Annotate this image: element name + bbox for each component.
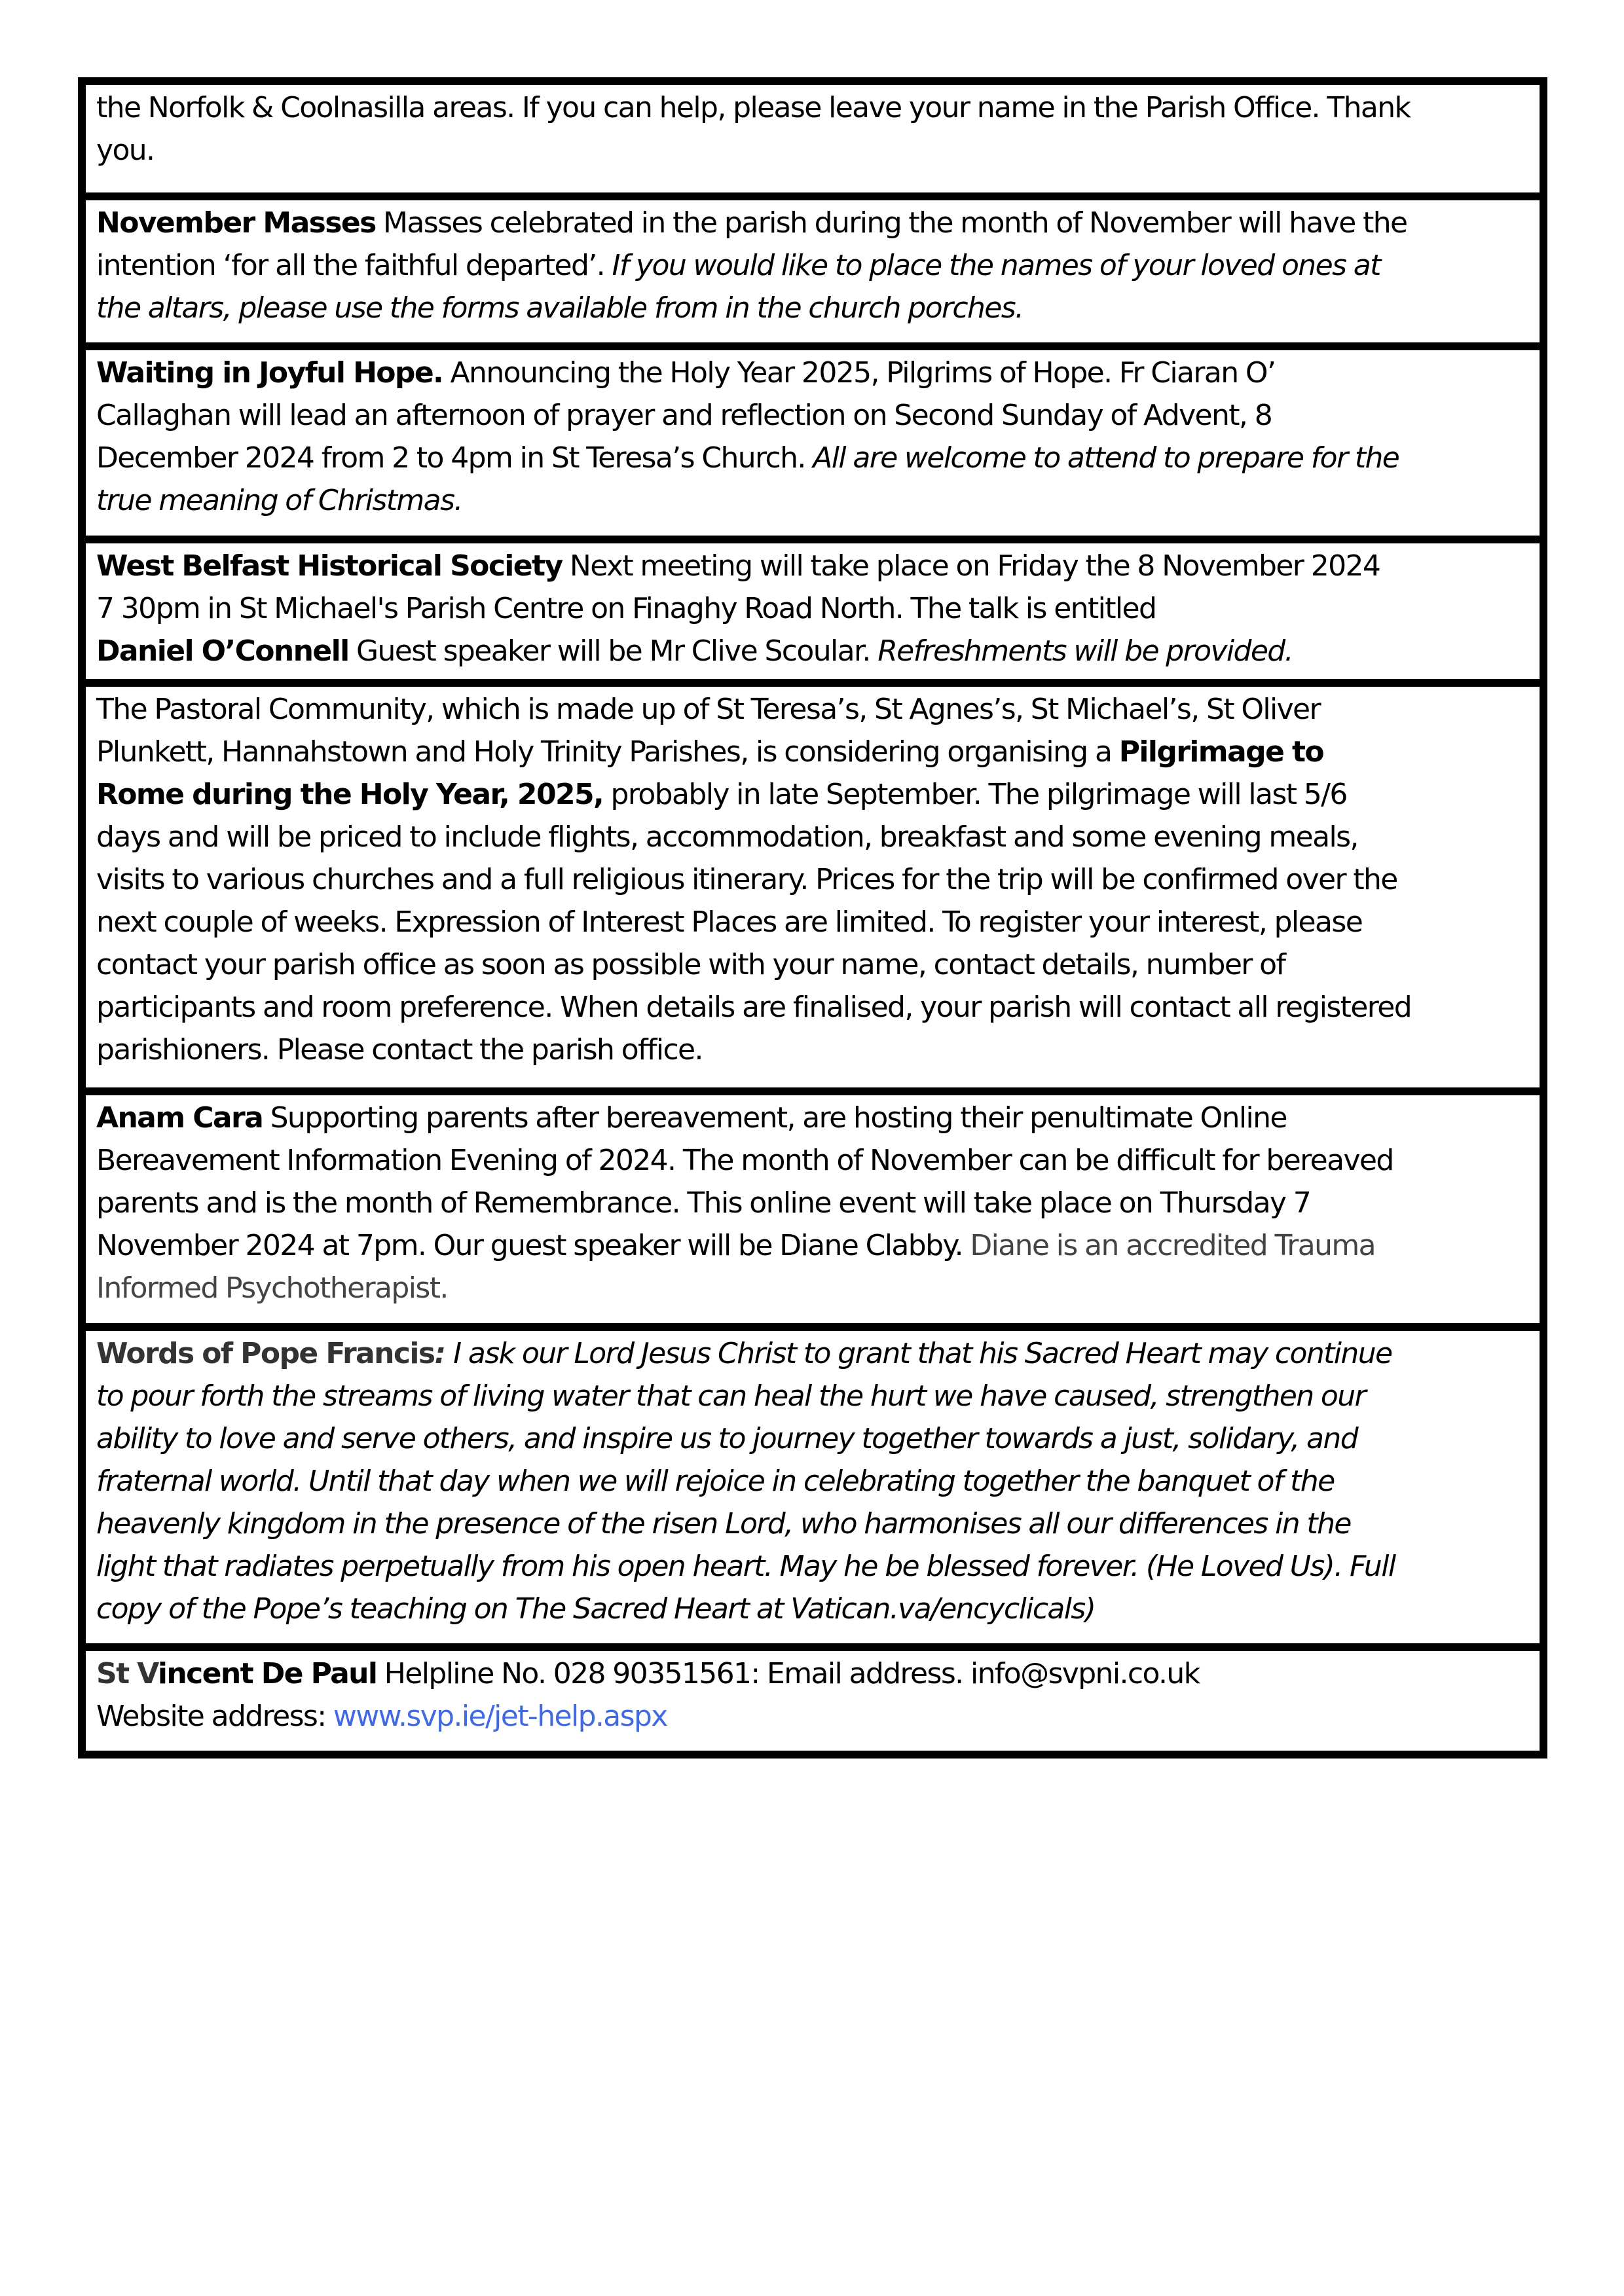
notice-text: Pilgrimage to: [1118, 735, 1324, 769]
notice-line: [96, 479, 1529, 522]
notice-line: [96, 1097, 1529, 1139]
notice-line: [96, 352, 1529, 394]
notice-text: the Norfolk & Coolnasilla areas. If you can help, please leave your name in the Parish Office. Thank: [96, 91, 1411, 124]
notice-text: Callaghan will lead an afternoon of prayer and reflection on Second Sunday of Advent, 8: [96, 399, 1272, 432]
notice-heading: Waiting in Joyful Hope.: [96, 356, 443, 390]
notice-text: days and will be priced to include flights, accommodation, breakfast and some evening meals,: [96, 820, 1358, 854]
notice-line: [96, 1460, 1529, 1503]
notice-text: The Pastoral Community, which is made up of St Teresa’s, St Agnes’s, St Michael’s, St Oliver: [96, 693, 1321, 726]
notice-text: I ask our Lord Jesus Christ to grant that his Sacred Heart may continue: [453, 1337, 1392, 1370]
notice-text: :: [434, 1337, 454, 1370]
notice-line: [96, 630, 1529, 672]
notice-line: [96, 1375, 1529, 1417]
notice-line: [96, 943, 1529, 986]
notice-heading: Daniel O’Connell: [96, 634, 349, 668]
notice-text: 7 30pm in St Michael's Parish Centre on Finaghy Road North. The talk is entitled: [96, 592, 1156, 625]
notice-text: parents and is the month of Remembrance. This online event will take place on Thursday 7: [96, 1186, 1311, 1220]
notice-text: ability to love and serve others, and inspire us to journey together towards a just, solidary, and: [96, 1422, 1358, 1455]
notice-heading: West Belfast Historical Society: [96, 549, 563, 583]
notice-text: to pour forth the streams of living water that can heal the hurt we have caused, strengthen our: [96, 1379, 1365, 1413]
notice-line: [96, 287, 1529, 329]
notice-text: true meaning of Christmas.: [96, 484, 462, 517]
notice-november-masses: [86, 192, 1540, 342]
notice-text: Plunkett, Hannahstown and Holy Trinity Parishes, is considering organising a: [96, 735, 1119, 769]
notice-line: [96, 1332, 1529, 1375]
notice-line: [96, 394, 1529, 437]
notice-text: fraternal world. Until that day when we will rejoice in celebrating together the banquet of the: [96, 1465, 1335, 1498]
notice-heading: Anam Cara: [96, 1101, 263, 1135]
notice-text: light that radiates perpetually from his open heart. May he be blessed forever. (He Loved Us). Full: [96, 1550, 1395, 1583]
notice-text: copy of the Pope’s teaching on The Sacred Heart at Vatican.va/encyclicals): [96, 1592, 1096, 1626]
notice-text: incent De Paul: [157, 1657, 377, 1690]
notice-heading: Rome during the Holy Year, 2025,: [96, 778, 604, 811]
notice-text: heavenly kingdom in the presence of the risen Lord, who harmonises all our differences in the: [96, 1507, 1351, 1540]
notice-line: [96, 244, 1529, 287]
notice-line: [96, 1139, 1529, 1182]
notice-line: [96, 688, 1529, 731]
notices-frame: [78, 77, 1547, 1758]
notice-line: [96, 1224, 1529, 1267]
notice-text: probably in late September. The pilgrimage will last 5/6: [603, 778, 1347, 811]
notice-line: [96, 1267, 1529, 1309]
notice-text: visits to various churches and a full religious itinerary. Prices for the trip will be confirmed over the: [96, 863, 1397, 896]
notice-text: November 2024 at 7pm. Our guest speaker will be Diane Clabby.: [96, 1229, 970, 1262]
notice-line: [96, 986, 1529, 1029]
notice-line: [96, 858, 1529, 901]
notice-st-vincent-de-paul: [86, 1643, 1540, 1751]
notice-text: Informed Psychotherapist.: [96, 1271, 448, 1305]
website-link[interactable]: www.svp.ie/jet-help.aspx: [333, 1700, 667, 1733]
notice-heading: Words of Pope Francis: [96, 1337, 435, 1370]
notice-line: [96, 816, 1529, 858]
notice-norfolk-coolnasilla: [86, 85, 1540, 192]
notice-line: [96, 202, 1529, 244]
notice-text: you.: [96, 134, 155, 167]
notice-text: All are welcome to attend to prepare for the: [813, 441, 1399, 475]
notice-text: Announcing the Holy Year 2025, Pilgrims of Hope. Fr Ciaran O’: [443, 356, 1276, 390]
notice-line: [96, 1503, 1529, 1545]
notice-text: parishioners. Please contact the parish office.: [96, 1033, 703, 1066]
notice-anam-cara: [86, 1087, 1540, 1323]
notice-line: [96, 731, 1529, 773]
notice-text: Refreshments will be provided.: [877, 634, 1293, 668]
notice-text: December 2024 from 2 to 4pm in St Teresa’s Church.: [96, 441, 813, 475]
notice-line: [96, 129, 1529, 172]
notice-heading: St V: [96, 1657, 158, 1690]
notice-line: [96, 1417, 1529, 1460]
notice-text: Next meeting will take place on Friday the 8 November 2024: [562, 549, 1380, 583]
notice-line: [96, 1695, 1529, 1738]
notice-text: Website address:: [96, 1700, 333, 1733]
notice-heading: November Masses: [96, 206, 376, 240]
notice-line: [96, 773, 1529, 816]
notice-text: Diane is an accredited Trauma: [970, 1229, 1376, 1262]
notice-line: [96, 1652, 1529, 1695]
notice-text: If you would like to place the names of your loved ones at: [612, 249, 1380, 282]
notice-line: [96, 1029, 1529, 1071]
notice-waiting-in-joyful-hope: [86, 342, 1540, 536]
notice-text: Guest speaker will be Mr Clive Scoular.: [348, 634, 878, 668]
notice-line: [96, 86, 1529, 129]
notice-text: intention ‘for all the faithful departed’.: [96, 249, 612, 282]
notice-line: [96, 901, 1529, 943]
notice-text: participants and room preference. When details are finalised, your parish will contact all registered: [96, 991, 1412, 1024]
notice-line: [96, 1545, 1529, 1588]
notice-west-belfast-historical-society: [86, 536, 1540, 679]
notice-text: Bereavement Information Evening of 2024. The month of November can be difficult for bereaved: [96, 1144, 1393, 1177]
notice-text: Helpline No. 028 90351561: Email address. info@svpni.co.uk: [377, 1657, 1200, 1690]
notice-line: [96, 1182, 1529, 1224]
notice-text: contact your parish office as soon as possible with your name, contact details, number of: [96, 948, 1285, 981]
notice-line: [96, 437, 1529, 479]
notice-text: Supporting parents after bereavement, are hosting their penultimate Online: [263, 1101, 1287, 1135]
notice-line: [96, 587, 1529, 630]
notice-line: [96, 1588, 1529, 1630]
notice-words-of-pope-francis: [86, 1323, 1540, 1643]
notice-text: the altars, please use the forms available from in the church porches.: [96, 291, 1024, 325]
notice-pilgrimage-to-rome: [86, 679, 1540, 1087]
notice-text: next couple of weeks. Expression of Interest Places are limited. To register your interest, please: [96, 905, 1363, 939]
notice-text: Masses celebrated in the parish during the month of November will have the: [375, 206, 1407, 240]
notice-line: [96, 545, 1529, 587]
